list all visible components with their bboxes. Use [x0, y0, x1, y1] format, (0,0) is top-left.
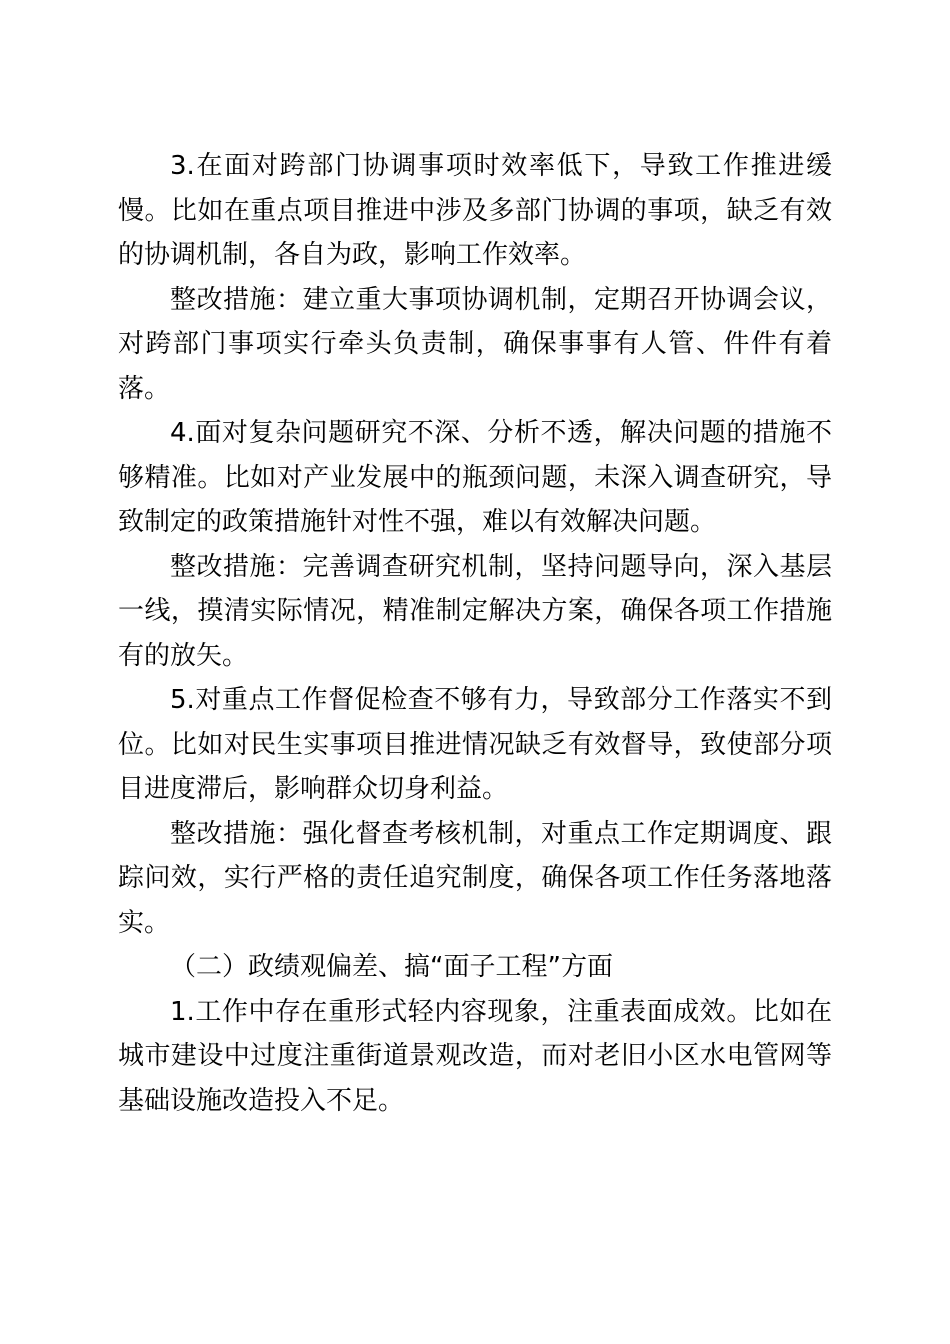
issue-4-paragraph: 4.面对复杂问题研究不深、分析不透，解决问题的措施不够精准。比如对产业发展中的瓶颈问题，未深入调查研究，导致制定的政策措施针对性不强，难以有效解决问题。	[118, 418, 832, 537]
section-heading: （二）政绩观偏差、搞“面子工程”方面	[170, 952, 613, 982]
issue-4-rectification-paragraph: 整改措施：完善调查研究机制，坚持问题导向，深入基层一线，摸清实际情况，精准制定解决方案，确保各项工作措施有的放矢。	[118, 551, 832, 671]
issue-5-rectification-paragraph: 整改措施：强化督查考核机制，对重点工作定期调度、跟踪问效，实行严格的责任追究制度，确保各项工作任务落地落实。	[118, 818, 832, 938]
issue-5-paragraph: 5.对重点工作督促检查不够有力，导致部分工作落实不到位。比如对民生实事项目推进情况缺乏有效督导，致使部分项目进度滞后，影响群众切身利益。	[118, 685, 832, 804]
document-body	[118, 144, 832, 1123]
issue-3-paragraph: 3.在面对跨部门协调事项时效率低下，导致工作推进缓慢。比如在重点项目推进中涉及多部门协调的事项，缺乏有效的协调机制，各自为政，影响工作效率。	[118, 151, 832, 270]
issue-3-rectification-paragraph: 整改措施：建立重大事项协调机制，定期召开协调会议，对跨部门事项实行牵头负责制，确保事事有人管、件件有着落。	[118, 284, 832, 404]
section-2-issue-1-paragraph: 1.工作中存在重形式轻内容现象，注重表面成效。比如在城市建设中过度注重街道景观改造，而对老旧小区水电管网等基础设施改造投入不足。	[118, 996, 832, 1116]
